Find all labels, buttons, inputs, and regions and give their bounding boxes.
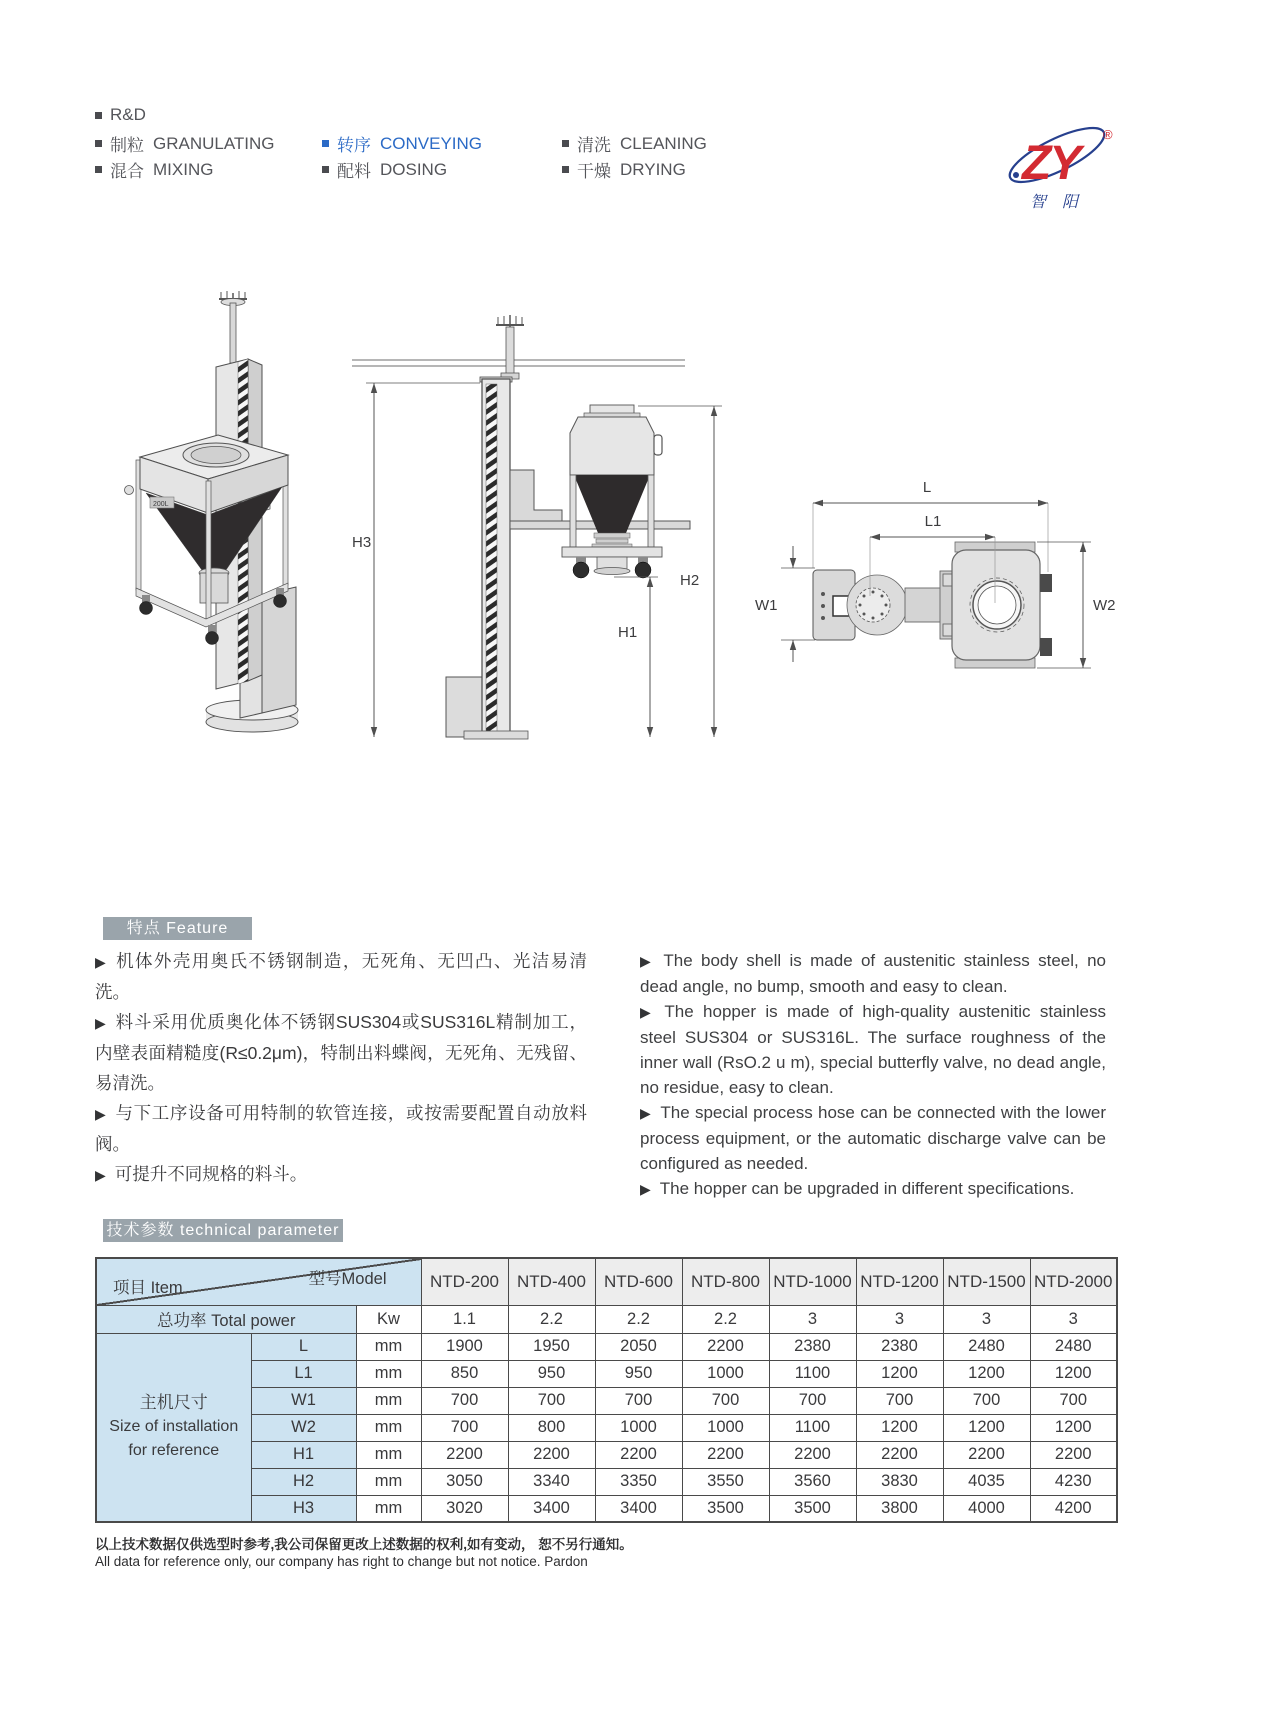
- dim-unit: mm: [356, 1414, 421, 1441]
- feature-section-heading: 特点 Feature: [103, 917, 252, 940]
- dim-value: 2200: [682, 1333, 769, 1360]
- category-label-en: DOSING: [380, 159, 448, 179]
- triangle-bullet-icon: ▶: [95, 954, 108, 970]
- power-value: 3: [769, 1305, 856, 1333]
- svg-text:智阳: 智阳: [1030, 194, 1095, 211]
- model-header: NTD-600: [595, 1258, 682, 1305]
- top-view-icon: [735, 428, 1175, 718]
- dim-unit: mm: [356, 1468, 421, 1495]
- size-group-label: [96, 1333, 251, 1522]
- iso-view-drawing: [120, 285, 340, 750]
- category-label-zh: 转序: [337, 136, 371, 155]
- dim-name: L: [251, 1333, 356, 1360]
- dim-value: 1000: [595, 1414, 682, 1441]
- dim-value: 4230: [1030, 1468, 1117, 1495]
- dim-value: 700: [856, 1387, 943, 1414]
- dim-value: 2380: [856, 1333, 943, 1360]
- dim-value: 1000: [682, 1360, 769, 1387]
- dim-value: 950: [508, 1360, 595, 1387]
- feature-item-en: ▶ The body shell is made of austenitic stainless steel, no dead angle, no bump, smooth and easy to clean.: [640, 951, 1106, 996]
- dim-name: H2: [251, 1468, 356, 1495]
- power-unit: Kw: [356, 1305, 421, 1333]
- dim-value: 950: [595, 1360, 682, 1387]
- features-chinese: [95, 946, 587, 1190]
- category-label-en: CLEANING: [620, 133, 707, 153]
- dim-value: 1000: [682, 1414, 769, 1441]
- category-label-zh: 混合: [110, 162, 144, 181]
- model-header: NTD-800: [682, 1258, 769, 1305]
- model-header: NTD-1500: [943, 1258, 1030, 1305]
- dim-value: 2200: [769, 1441, 856, 1468]
- table-header-row: [96, 1258, 1117, 1305]
- dim-value: 2380: [769, 1333, 856, 1360]
- svg-text:H2: H2: [680, 572, 700, 589]
- total-power-row: [96, 1305, 1117, 1333]
- dim-value: 4035: [943, 1468, 1030, 1495]
- dim-unit: mm: [356, 1360, 421, 1387]
- dim-value: 700: [508, 1387, 595, 1414]
- zy-logo: [1000, 115, 1125, 215]
- model-header: NTD-200: [421, 1258, 508, 1305]
- elevation-drawing: [350, 285, 730, 750]
- dim-value: 1100: [769, 1414, 856, 1441]
- triangle-bullet-icon: ▶: [95, 1106, 107, 1122]
- features-english: [640, 948, 1106, 1202]
- svg-text:200L: 200L: [153, 501, 169, 508]
- triangle-bullet-icon: ▶: [95, 1167, 106, 1183]
- dim-value: 1200: [943, 1360, 1030, 1387]
- category-mixing[interactable]: [95, 157, 213, 182]
- power-label: 总功率 Total power: [96, 1305, 356, 1333]
- feature-item-zh: ▶ 料斗采用优质奥化体不锈钢SUS304或SUS316L精制加工，内壁表面精糙度(R≤0.2μm)，特制出料蝶阀，无死角、无残留、易清洗。: [95, 1012, 587, 1093]
- dim-value: 3350: [595, 1468, 682, 1495]
- svg-text:H1: H1: [618, 624, 638, 641]
- feature-item-en: ▶ The hopper is made of high-quality austenitic stainless steel SUS304 or SUS316L. The surface roughness of the inner wall (RsO.2 u m), special butterfly valve, no dead angle, no residue, easy to clean.: [640, 1002, 1106, 1097]
- category-label: R&D: [110, 105, 146, 124]
- square-bullet-icon: [562, 166, 569, 173]
- power-value: 2.2: [682, 1305, 769, 1333]
- category-label-en: MIXING: [153, 159, 214, 179]
- square-bullet-icon: [322, 166, 329, 173]
- dim-value: 700: [421, 1414, 508, 1441]
- square-bullet-icon: [95, 140, 102, 147]
- category-label-zh: 制粒: [110, 136, 144, 155]
- category-conveying-active[interactable]: [322, 131, 482, 156]
- dim-value: 3340: [508, 1468, 595, 1495]
- size-label-en1: Size of installation: [109, 1418, 239, 1436]
- svg-text:H3: H3: [352, 534, 372, 551]
- dim-value: 1200: [856, 1360, 943, 1387]
- square-bullet-icon: [322, 140, 329, 147]
- dim-name: W2: [251, 1414, 356, 1441]
- dim-value: 3020: [421, 1495, 508, 1522]
- technical-parameter-table: [95, 1257, 1118, 1523]
- power-value: 2.2: [508, 1305, 595, 1333]
- dim-name: H3: [251, 1495, 356, 1522]
- triangle-bullet-icon: ▶: [95, 1015, 107, 1031]
- dim-value: 2480: [943, 1333, 1030, 1360]
- dim-value: 1200: [1030, 1414, 1117, 1441]
- svg-text:W1: W1: [755, 597, 778, 614]
- dim-value: 1200: [1030, 1360, 1117, 1387]
- feature-item-en: ▶ The special process hose can be connected with the lower process equipment, or the automatic discharge valve can be configured as needed.: [640, 1103, 1106, 1173]
- dim-value: 3050: [421, 1468, 508, 1495]
- feature-item-en: ▶ The hopper can be upgraded in different specifications.: [640, 1179, 1075, 1198]
- dim-value: 800: [508, 1414, 595, 1441]
- dim-name: L1: [251, 1360, 356, 1387]
- dim-value: 2200: [595, 1441, 682, 1468]
- dim-value: 700: [769, 1387, 856, 1414]
- dim-value: 3500: [682, 1495, 769, 1522]
- size-label-en2: for reference: [128, 1442, 220, 1460]
- dim-value: 1900: [421, 1333, 508, 1360]
- dim-value: 4000: [943, 1495, 1030, 1522]
- dim-value: 2200: [508, 1441, 595, 1468]
- model-header: NTD-2000: [1030, 1258, 1117, 1305]
- dim-unit: mm: [356, 1333, 421, 1360]
- category-rd[interactable]: [95, 105, 146, 125]
- power-value: 1.1: [421, 1305, 508, 1333]
- elevation-icon: [350, 285, 730, 745]
- dim-name: H1: [251, 1441, 356, 1468]
- dim-value: 700: [682, 1387, 769, 1414]
- diagonal-header-cell: [96, 1258, 421, 1305]
- dim-value: 700: [421, 1387, 508, 1414]
- category-granulating[interactable]: [95, 131, 275, 156]
- square-bullet-icon: [95, 166, 102, 173]
- disclaimer-en: All data for reference only, our company has right to change but not notice. Pardon: [95, 1554, 588, 1569]
- power-value: 3: [856, 1305, 943, 1333]
- model-label: 型号Model: [308, 1270, 387, 1288]
- model-header: NTD-1200: [856, 1258, 943, 1305]
- dim-value: 3550: [682, 1468, 769, 1495]
- dim-value: 3400: [595, 1495, 682, 1522]
- tech-section-heading: 技术参数 technical parameter: [103, 1219, 343, 1242]
- dim-value: 2480: [1030, 1333, 1117, 1360]
- category-cleaning[interactable]: [562, 131, 707, 156]
- svg-text:W2: W2: [1093, 597, 1116, 614]
- dim-value: 2050: [595, 1333, 682, 1360]
- dim-value: 700: [943, 1387, 1030, 1414]
- feature-item-zh: ▶ 可提升不同规格的料斗。: [95, 1164, 308, 1184]
- dim-value: 3830: [856, 1468, 943, 1495]
- zy-logo-icon: [1000, 115, 1125, 215]
- power-value: 3: [943, 1305, 1030, 1333]
- dim-unit: mm: [356, 1495, 421, 1522]
- dim-row-L: [96, 1333, 1117, 1360]
- square-bullet-icon: [95, 112, 102, 119]
- size-label-zh: 主机尺寸: [139, 1393, 208, 1413]
- category-label-zh: 干燥: [577, 162, 611, 181]
- dim-value: 2200: [421, 1441, 508, 1468]
- dim-value: 2200: [1030, 1441, 1117, 1468]
- dim-value: 2200: [682, 1441, 769, 1468]
- category-dosing[interactable]: [322, 157, 447, 182]
- svg-text:ZY: ZY: [1022, 137, 1080, 190]
- category-label-zh: 配料: [337, 162, 371, 181]
- svg-text:L1: L1: [924, 513, 942, 530]
- triangle-bullet-icon: ▶: [640, 953, 655, 969]
- category-label-en: GRANULATING: [153, 133, 275, 153]
- svg-text:®: ®: [1103, 127, 1113, 142]
- dim-value: 1950: [508, 1333, 595, 1360]
- dim-value: 3800: [856, 1495, 943, 1522]
- feature-item-zh: ▶ 与下工序设备可用特制的软管连接，或按需要配置自动放料阀。: [95, 1103, 587, 1154]
- dim-unit: mm: [356, 1441, 421, 1468]
- triangle-bullet-icon: ▶: [640, 1105, 652, 1121]
- top-view-drawing: [735, 428, 1175, 723]
- power-value: 3: [1030, 1305, 1117, 1333]
- dim-value: 1200: [943, 1414, 1030, 1441]
- square-bullet-icon: [562, 140, 569, 147]
- dim-value: 1200: [856, 1414, 943, 1441]
- category-drying[interactable]: [562, 157, 686, 182]
- dim-value: 3400: [508, 1495, 595, 1522]
- dim-unit: mm: [356, 1387, 421, 1414]
- dim-value: 1100: [769, 1360, 856, 1387]
- category-label-zh: 清洗: [577, 136, 611, 155]
- feature-item-zh: ▶ 机体外壳用奥氏不锈钢制造，无死角、无凹凸、光洁易清洗。: [95, 951, 587, 1002]
- dim-value: 850: [421, 1360, 508, 1387]
- disclaimer-zh: 以上技术数据仅供选型时参考,我公司保留更改上述数据的权利,如有变动， 恕不另行通知。: [95, 1537, 633, 1552]
- power-value: 2.2: [595, 1305, 682, 1333]
- iso-view-icon: [120, 285, 340, 745]
- dim-name: W1: [251, 1387, 356, 1414]
- model-header: NTD-400: [508, 1258, 595, 1305]
- dim-value: 700: [595, 1387, 682, 1414]
- dim-value: 4200: [1030, 1495, 1117, 1522]
- triangle-bullet-icon: ▶: [640, 1181, 651, 1197]
- svg-text:L: L: [922, 479, 932, 496]
- dim-value: 2200: [856, 1441, 943, 1468]
- item-label: 项目 Item: [113, 1278, 183, 1297]
- triangle-bullet-icon: ▶: [640, 1004, 656, 1020]
- dim-value: 2200: [943, 1441, 1030, 1468]
- dim-value: 3500: [769, 1495, 856, 1522]
- category-label-en: DRYING: [620, 159, 686, 179]
- category-label-en: CONVEYING: [380, 133, 483, 153]
- model-header: NTD-1000: [769, 1258, 856, 1305]
- dim-value: 700: [1030, 1387, 1117, 1414]
- dim-value: 3560: [769, 1468, 856, 1495]
